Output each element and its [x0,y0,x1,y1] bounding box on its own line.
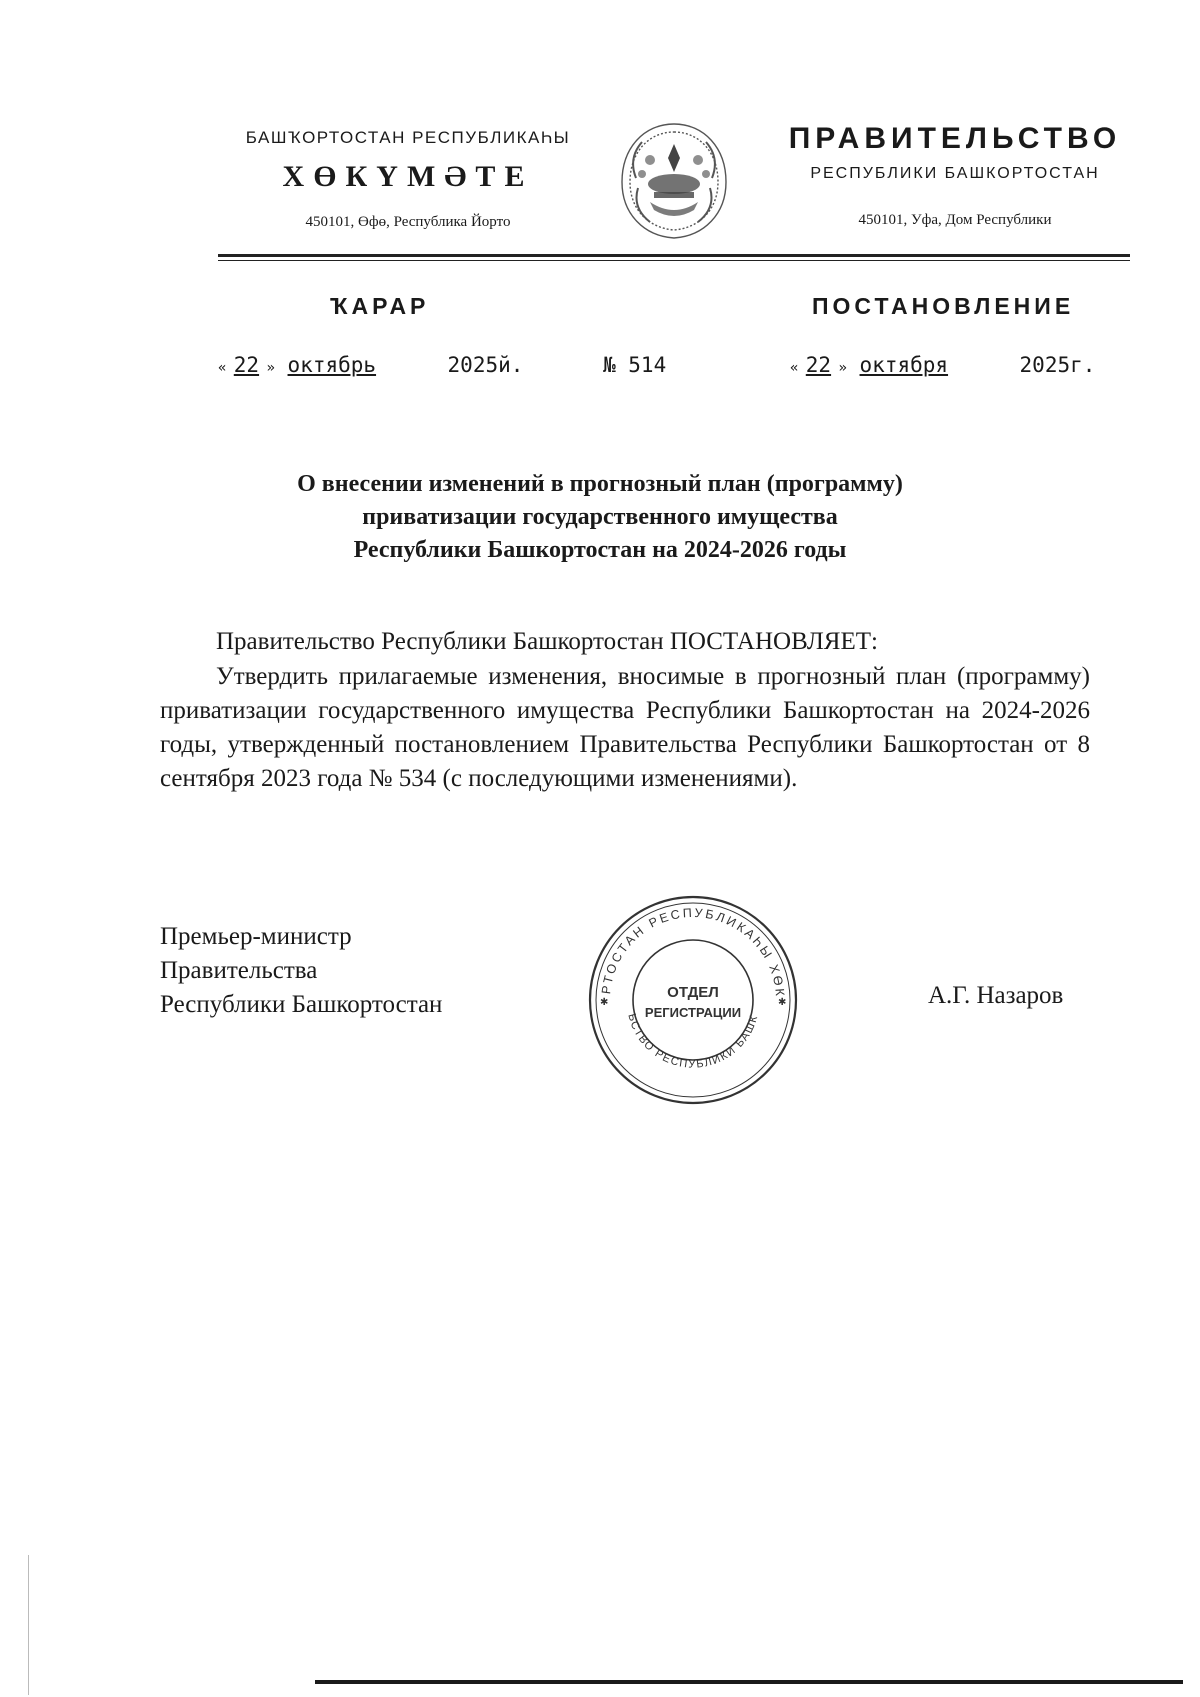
signatory-role-line-1: Премьер-министр [160,923,352,950]
signatory-name: А.Г. Назаров [928,982,1064,1009]
signatory-role-line-2: Правительства [160,957,318,984]
dateline-left-month: октябрь [287,353,377,377]
stamp-star-left-icon: ✱ [600,997,609,1008]
dateline-left-close-quote: » [266,360,275,376]
stamp-center-line-1: ОТДЕЛ [667,984,719,1001]
dateline-left-year-suffix: 25й. [472,353,524,377]
header-left-address: 450101, Өфө, Республика Йорто [305,214,511,230]
svg-text:БАШҠОРТОСТАН РЕСПУБЛИКАҺЫ ХӨКҮ [578,885,787,999]
doc-type-left: ҠАРАР [330,293,430,319]
header-right-government: ПРАВИТЕЛЬСТВО [788,122,1122,155]
document-number: № 514 [603,353,667,377]
dateline-right-open-quote: « [790,360,799,376]
body-paragraph: Утвердить прилагаемые изменения, вносимые в прогнозный план (программу) приватизации государственного имущества Республики Башкортостан на 2024-2026 годы, утвержденный постановлением Правительства Республики Башкортостан от 8 сентября 2023 года № 534 (с последующими изменениями). [160,663,1090,792]
document-title [200,468,1000,567]
header-right-address: 450101, Уфа, Дом Республики [858,212,1052,228]
signatory-role-line-3: Республики Башкортостан [160,991,443,1018]
scan-margin-mark [28,1555,29,1695]
dateline-right-day: 22 [805,353,832,377]
signatory-role [160,920,442,1022]
doc-type-right: ПОСТАНОВЛЕНИЕ [812,293,1075,319]
dateline-right-close-quote: » [838,360,847,376]
dateline-right [790,353,1095,377]
header-left-republic: БАШҠОРТОСТАН РЕСПУБЛИКАҺЫ [245,128,571,147]
title-line-2: приватизации государственного имущества [362,504,838,530]
stamp-star-right-icon: ✱ [778,997,787,1008]
dateline-left-day: 22 [233,353,260,377]
decree-statement: Правительство Республики Башкортостан ПОСТАНОВЛЯЕТ: [216,628,878,655]
header-right-republic: РЕСПУБЛИКИ БАШКОРТОСТАН [810,165,1100,182]
header-divider-thick [218,254,1130,257]
registration-stamp [578,885,808,1115]
dateline-left [218,353,523,377]
dateline-right-year-suffix: 25г. [1044,353,1096,377]
scan-bottom-edge [315,1680,1183,1684]
dateline-left-year-prefix: 20 [447,353,473,377]
title-line-3: Республики Башкортостан на 2024-2026 годы [353,537,847,563]
coat-of-arms-icon [614,118,734,243]
header-divider-thin [218,260,1130,261]
stamp-inner-bottom-text: ЬСТВО РЕСПУБЛИКИ БАШК [625,1012,761,1071]
dateline-left-open-quote: « [218,360,227,376]
title-line-1: О внесении изменений в прогнозный план (программу) [297,471,903,497]
stamp-outer-text: РТОСТАН РЕСПУБЛИКАҺЫ ХӨК [599,905,788,999]
dateline-right-year-prefix: 20 [1019,353,1045,377]
dateline-right-month: октября [859,353,949,377]
header-left-government: ХӨКҮМӘТЕ [282,160,534,193]
stamp-center-line-2: РЕГИСТРАЦИИ [644,1005,742,1020]
